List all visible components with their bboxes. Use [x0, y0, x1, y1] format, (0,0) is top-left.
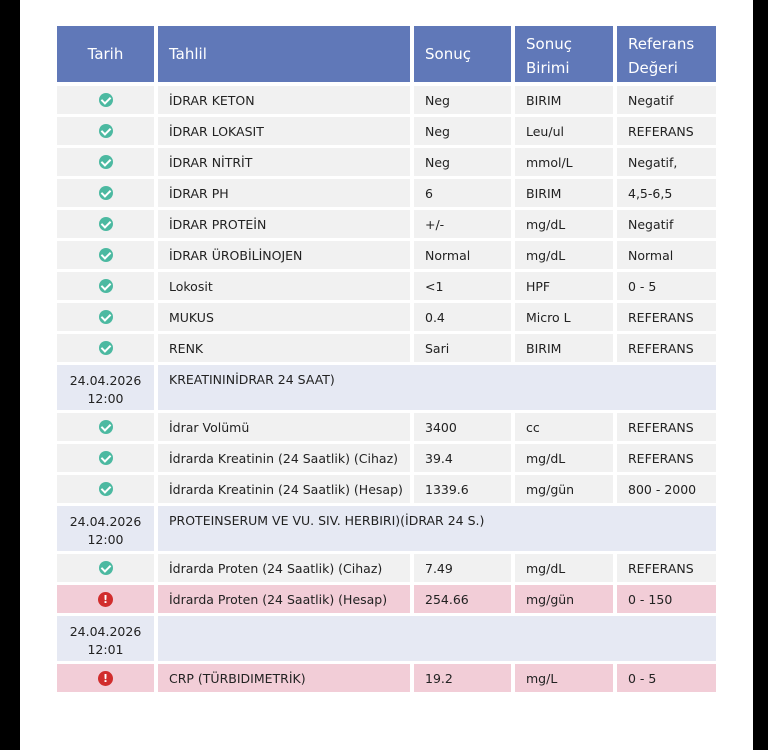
reference-value-cell	[617, 585, 716, 613]
group-time: 12:01	[87, 642, 124, 657]
test-name: İDRAR LOKASIT	[169, 123, 264, 139]
group-datetime	[70, 513, 142, 549]
result-unit: mg/gün	[526, 481, 575, 497]
result-value: 0.4	[425, 309, 445, 325]
reference-value: REFERANS	[628, 123, 694, 139]
reference-value: 0 - 5	[628, 670, 657, 686]
header-date: Tarih	[57, 26, 154, 82]
header-test: Tahlil	[158, 26, 410, 82]
result-unit-cell	[515, 241, 613, 269]
result-unit: mg/dL	[526, 560, 566, 576]
check-circle-icon	[99, 186, 113, 200]
result-value: 7.49	[425, 560, 453, 576]
result-value: 1339.6	[425, 481, 469, 497]
result-unit: BIRIM	[526, 340, 562, 356]
check-circle-icon	[99, 561, 113, 575]
reference-value: Negatif,	[628, 154, 678, 170]
result-unit: mg/dL	[526, 216, 566, 232]
check-circle-icon	[99, 93, 113, 107]
status-cell	[57, 444, 154, 472]
reference-value: REFERANS	[628, 450, 694, 466]
result-unit-cell	[515, 444, 613, 472]
result-unit-cell	[515, 413, 613, 441]
exclamation-circle-icon: !	[98, 671, 113, 686]
reference-value-cell	[617, 210, 716, 238]
group-date-cell	[57, 365, 154, 410]
status-cell	[57, 241, 154, 269]
status-cell	[57, 272, 154, 300]
reference-value: 800 - 2000	[628, 481, 697, 497]
result-value-cell	[414, 148, 511, 176]
group-time: 12:00	[87, 391, 124, 406]
check-circle-icon	[99, 217, 113, 231]
reference-value: Normal	[628, 247, 674, 263]
result-value-cell	[414, 585, 511, 613]
reference-value-cell	[617, 148, 716, 176]
result-value: Normal	[425, 247, 471, 263]
group-title-cell	[158, 616, 716, 661]
status-cell	[57, 475, 154, 503]
reference-value-cell	[617, 179, 716, 207]
check-circle-icon	[99, 248, 113, 262]
result-unit: Micro L	[526, 309, 571, 325]
result-value: +/-	[425, 216, 445, 232]
result-value-cell	[414, 272, 511, 300]
result-value: 39.4	[425, 450, 453, 466]
check-circle-icon	[99, 482, 113, 496]
group-title-cell	[158, 506, 716, 551]
result-unit-cell	[515, 210, 613, 238]
test-name-cell	[158, 210, 410, 238]
reference-value-cell	[617, 664, 716, 692]
reference-value-cell	[617, 444, 716, 472]
header-unit	[515, 26, 613, 82]
result-value: 254.66	[425, 591, 469, 607]
header-reference-line2: Değeri	[628, 59, 678, 77]
reference-value: Negatif	[628, 216, 674, 232]
reference-value: 4,5-6,5	[628, 185, 673, 201]
result-unit-cell	[515, 272, 613, 300]
result-value-cell	[414, 664, 511, 692]
result-value-cell	[414, 334, 511, 362]
test-name: İdrarda Kreatinin (24 Saatlik) (Cihaz)	[169, 450, 399, 466]
result-unit: mg/dL	[526, 247, 566, 263]
header-unit-line2: Birimi	[526, 59, 570, 77]
result-unit: HPF	[526, 278, 551, 294]
result-unit-cell	[515, 554, 613, 582]
status-cell	[57, 585, 154, 613]
test-name: İdrarda Proten (24 Saatlik) (Cihaz)	[169, 560, 383, 576]
reference-value: 0 - 5	[628, 278, 657, 294]
result-unit: mg/dL	[526, 450, 566, 466]
test-name-cell	[158, 241, 410, 269]
test-name: İdrarda Kreatinin (24 Saatlik) (Hesap)	[169, 481, 403, 497]
result-unit: Leu/ul	[526, 123, 564, 139]
result-value-cell	[414, 179, 511, 207]
result-value: Neg	[425, 154, 450, 170]
group-datetime	[70, 372, 142, 408]
test-name-cell	[158, 148, 410, 176]
result-value-cell	[414, 241, 511, 269]
reference-value-cell	[617, 241, 716, 269]
test-name-cell	[158, 554, 410, 582]
group-title: PROTEINSERUM VE VU. SIV. HERBIRI)(İDRAR 24 S.)	[169, 513, 485, 528]
result-unit: mg/gün	[526, 591, 575, 607]
group-date: 24.04.2026	[69, 624, 142, 639]
result-value-cell	[414, 117, 511, 145]
test-name-cell	[158, 413, 410, 441]
result-value: 19.2	[425, 670, 453, 686]
result-value: Sari	[425, 340, 450, 356]
result-value-cell	[414, 475, 511, 503]
reference-value: REFERANS	[628, 419, 694, 435]
result-unit-cell	[515, 334, 613, 362]
reference-value: REFERANS	[628, 340, 694, 356]
group-time: 12:00	[87, 532, 124, 547]
result-unit: cc	[526, 419, 540, 435]
status-cell	[57, 117, 154, 145]
result-value-cell	[414, 303, 511, 331]
reference-value: REFERANS	[628, 309, 694, 325]
test-name: İDRAR NİTRİT	[169, 154, 253, 170]
group-date-cell	[57, 616, 154, 661]
status-cell	[57, 413, 154, 441]
result-unit-cell	[515, 86, 613, 114]
status-cell	[57, 179, 154, 207]
test-name: İDRAR ÜROBİLİNOJEN	[169, 247, 303, 263]
check-circle-icon	[99, 124, 113, 138]
group-title-cell	[158, 365, 716, 410]
result-unit-cell	[515, 148, 613, 176]
header-unit-line1: Sonuç	[526, 35, 572, 53]
reference-value-cell	[617, 272, 716, 300]
result-unit-cell	[515, 475, 613, 503]
result-unit: mg/L	[526, 670, 558, 686]
group-title: KREATININİDRAR 24 SAAT)	[169, 372, 335, 387]
check-circle-icon	[99, 310, 113, 324]
test-name-cell	[158, 664, 410, 692]
result-unit-cell	[515, 117, 613, 145]
test-name-cell	[158, 272, 410, 300]
status-cell	[57, 210, 154, 238]
status-cell	[57, 554, 154, 582]
results-panel	[20, 0, 753, 750]
test-name: İDRAR KETON	[169, 92, 255, 108]
test-name: RENK	[169, 340, 204, 356]
test-name-cell	[158, 334, 410, 362]
reference-value: REFERANS	[628, 560, 694, 576]
check-circle-icon	[99, 451, 113, 465]
result-unit-cell	[515, 303, 613, 331]
reference-value: Negatif	[628, 92, 674, 108]
check-circle-icon	[99, 341, 113, 355]
header-reference-line1: Referans	[628, 35, 695, 53]
check-circle-icon	[99, 420, 113, 434]
group-date: 24.04.2026	[69, 514, 142, 529]
reference-value-cell	[617, 86, 716, 114]
result-value-cell	[414, 210, 511, 238]
reference-value-cell	[617, 334, 716, 362]
status-cell	[57, 86, 154, 114]
test-name: Lokosit	[169, 278, 213, 294]
result-value: 6	[425, 185, 433, 201]
test-name: İdrar Volümü	[169, 419, 250, 435]
test-name-cell	[158, 179, 410, 207]
reference-value: 0 - 150	[628, 591, 673, 607]
group-date-cell	[57, 506, 154, 551]
test-name: İDRAR PROTEİN	[169, 216, 267, 232]
status-cell	[57, 334, 154, 362]
check-circle-icon	[99, 279, 113, 293]
result-value-cell	[414, 554, 511, 582]
result-unit: BIRIM	[526, 185, 562, 201]
header-result: Sonuç	[414, 26, 511, 82]
result-unit-cell	[515, 585, 613, 613]
exclamation-circle-icon: !	[98, 592, 113, 607]
test-name: CRP (TÜRBIDIMETRİK)	[169, 670, 306, 686]
result-value: 3400	[425, 419, 457, 435]
result-value-cell	[414, 444, 511, 472]
test-name-cell	[158, 444, 410, 472]
group-datetime	[70, 623, 142, 659]
result-unit: mmol/L	[526, 154, 573, 170]
test-name: İDRAR PH	[169, 185, 229, 201]
result-unit-cell	[515, 664, 613, 692]
result-unit-cell	[515, 179, 613, 207]
status-cell	[57, 148, 154, 176]
test-name: MUKUS	[169, 309, 214, 325]
check-circle-icon	[99, 155, 113, 169]
result-value: <1	[425, 278, 444, 294]
result-value-cell	[414, 413, 511, 441]
reference-value-cell	[617, 413, 716, 441]
test-name-cell	[158, 585, 410, 613]
reference-value-cell	[617, 303, 716, 331]
test-name-cell	[158, 117, 410, 145]
status-cell	[57, 303, 154, 331]
test-name: İdrarda Proten (24 Saatlik) (Hesap)	[169, 591, 388, 607]
reference-value-cell	[617, 475, 716, 503]
result-unit: BIRIM	[526, 92, 562, 108]
test-name-cell	[158, 475, 410, 503]
header-reference	[617, 26, 716, 82]
reference-value-cell	[617, 554, 716, 582]
test-name-cell	[158, 86, 410, 114]
status-cell	[57, 664, 154, 692]
test-name-cell	[158, 303, 410, 331]
result-value: Neg	[425, 123, 450, 139]
group-date: 24.04.2026	[69, 373, 142, 388]
result-value-cell	[414, 86, 511, 114]
reference-value-cell	[617, 117, 716, 145]
result-value: Neg	[425, 92, 450, 108]
